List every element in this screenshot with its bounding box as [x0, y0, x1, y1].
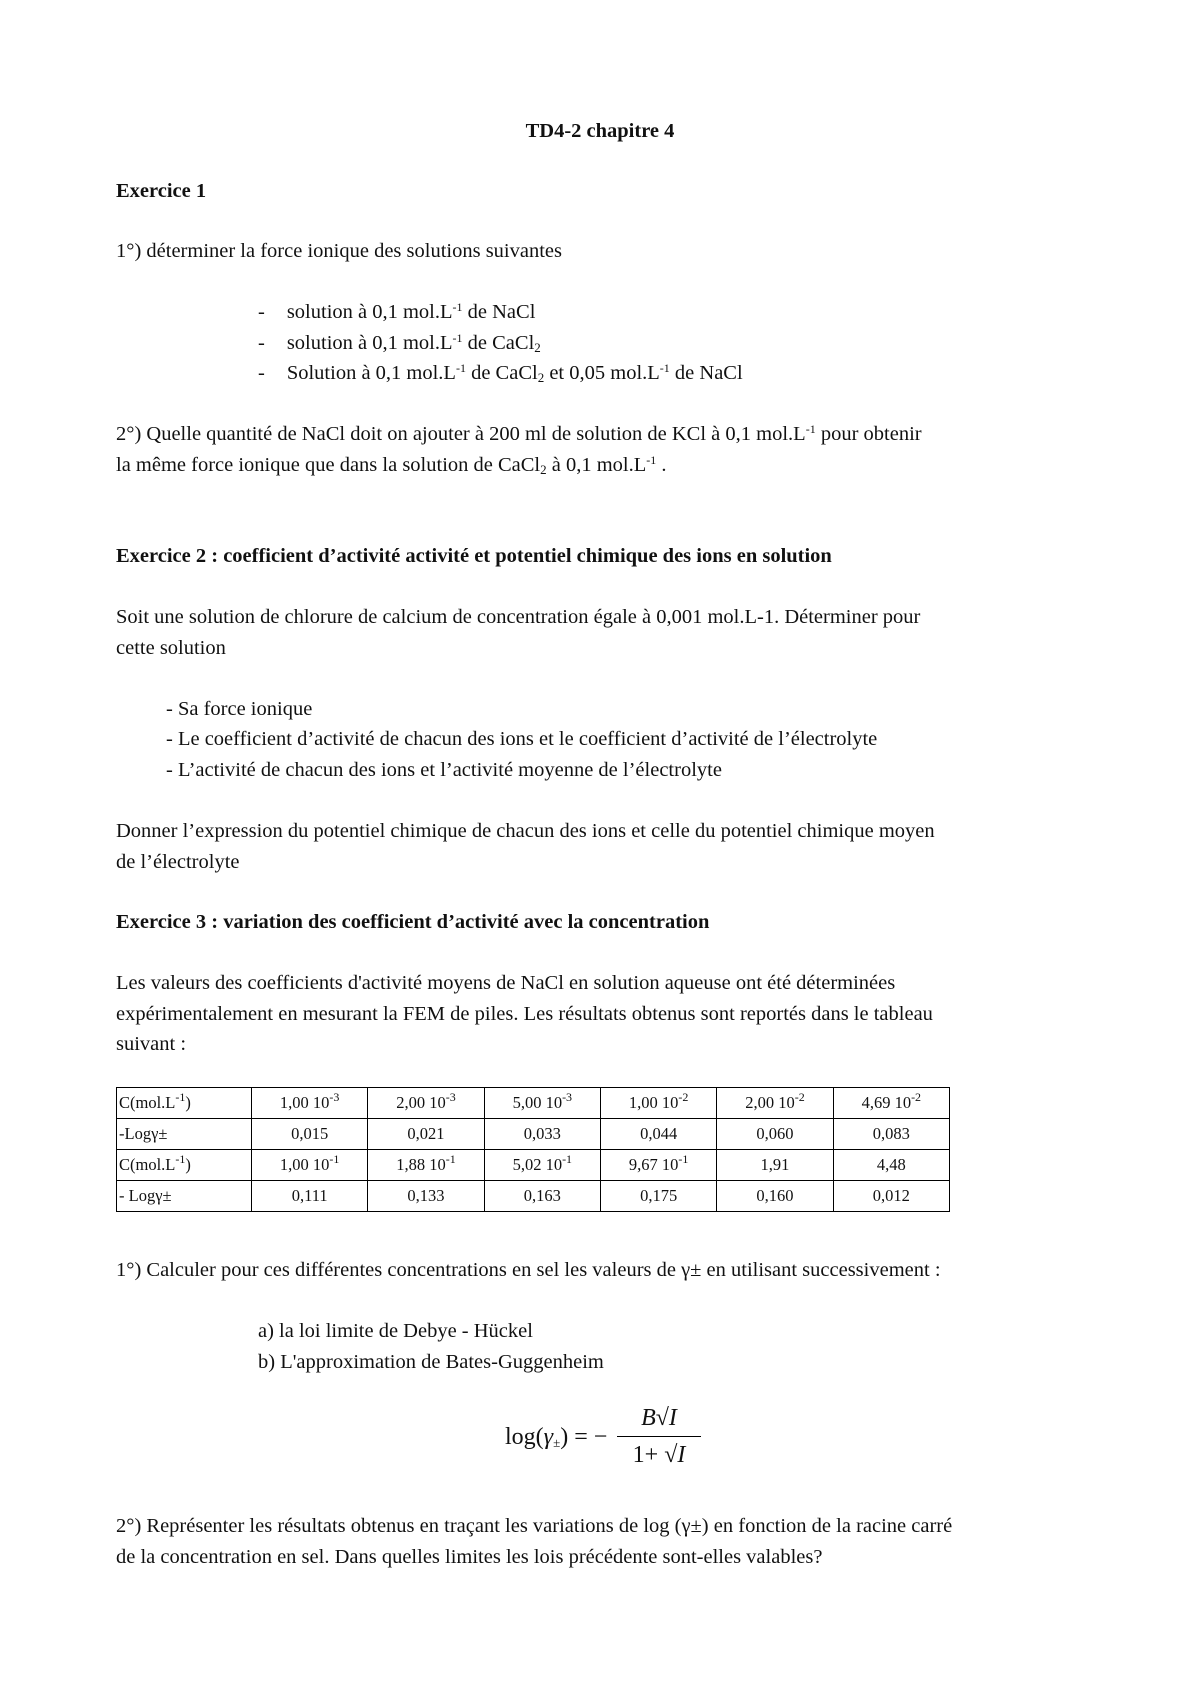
- table-row-label: - Logγ±: [117, 1181, 252, 1212]
- table-cell: 1,91: [717, 1150, 833, 1181]
- table-cell: 4,48: [833, 1150, 949, 1181]
- table-row-label: $C(mol.L^{-1})$: [117, 1088, 252, 1119]
- table-cell: 0,133: [368, 1181, 484, 1212]
- ex2-intro-line-1: Soit une solution de chlorure de calcium de concentration égale à 0,001 mol.L-1. Déterminer pour: [116, 606, 921, 628]
- table-cell: 0,083: [833, 1119, 949, 1150]
- ex2-heading: Exercice 2 : coefficient d’activité activité et potentiel chimique des ions en solution: [116, 545, 832, 567]
- table-cell: 0,111: [252, 1181, 368, 1212]
- table-cell: 0,021: [368, 1119, 484, 1150]
- table-row-label: $C(mol.L^{-1})$: [117, 1150, 252, 1181]
- table-cell: 2,00 $10^{-3}$: [368, 1088, 484, 1119]
- ex3-intro-line-1: Les valeurs des coefficients d'activité moyens de NaCl en solution aqueuse ont été déterminées: [116, 972, 896, 994]
- table-cell: 9,67 $10^{-1}$: [600, 1150, 716, 1181]
- table-cell: 0,060: [717, 1119, 833, 1150]
- ex1-item-3: - Solution à 0,1 $mol.L^{-1}$ de CaCl$_2$ et 0,05 $mol.L^{-1}$ de NaCl: [258, 361, 743, 385]
- formula-numerator: B√I: [641, 1405, 677, 1431]
- table-cell: 0,175: [600, 1181, 716, 1212]
- table-row-label: -Logγ±: [117, 1119, 252, 1150]
- table-cell: 0,015: [252, 1119, 368, 1150]
- table-cell: 0,033: [484, 1119, 600, 1150]
- ex2-item-1: - Sa force ionique: [166, 698, 313, 720]
- table-row: [117, 1181, 950, 1212]
- activity-coefficient-table: [116, 1087, 950, 1212]
- ex2-intro-line-2: cette solution: [116, 637, 226, 659]
- ex1-heading: Exercice 1: [116, 180, 207, 202]
- ex1-item-2: - solution à 0,1 $mol.L^{-1}$ de CaCl$_2$: [258, 331, 541, 355]
- ex3-heading: Exercice 3 : variation des coefficient d’activité avec la concentration: [116, 911, 710, 933]
- table-row: [117, 1088, 950, 1119]
- ex1-question-1: 1°) déterminer la force ionique des solutions suivantes: [116, 240, 562, 262]
- formula-lhs: $\log(\gamma_\pm)$ = −: [505, 1424, 608, 1450]
- ex2-item-3: - L’activité de chacun des ions et l’activité moyenne de l’électrolyte: [166, 759, 722, 781]
- ex3-intro-line-3: suivant :: [116, 1033, 187, 1055]
- table-row: [117, 1150, 950, 1181]
- table-cell: 1,00 $10^{-3}$: [252, 1088, 368, 1119]
- table-cell: 5,02 $10^{-1}$: [484, 1150, 600, 1181]
- ex3-question-2-line-2: de la concentration en sel. Dans quelles limites les lois précédente sont-elles valables?: [116, 1546, 823, 1568]
- ex3-question-1-b: b) L'approximation de Bates-Guggenheim: [258, 1351, 604, 1373]
- table-cell: 2,00 $10^{-2}$: [717, 1088, 833, 1119]
- ex3-intro-line-2: expérimentalement en mesurant la FEM de piles. Les résultats obtenus sont reportés dans le tableau: [116, 1003, 933, 1025]
- table-cell: 0,160: [717, 1181, 833, 1212]
- table-cell: 4,69 $10^{-2}$: [833, 1088, 949, 1119]
- table-cell: 1,00 $10^{-2}$: [600, 1088, 716, 1119]
- ex1-question-2-line-2: la même force ionique que dans la solution de CaCl$_2$ à 0,1 $mol.L^{-1}$ .: [116, 453, 667, 477]
- ex1-question-2-line-1: 2°) Quelle quantité de NaCl doit on ajouter à 200 ml de solution de KCl à 0,1 $mol.L^{-1}$ pour obtenir: [116, 422, 922, 445]
- formula-denominator: 1+ √I: [632, 1442, 686, 1468]
- ex3-question-2-line-1: 2°) Représenter les résultats obtenus en traçant les variations de log (γ±) en fonction de la racine carré: [116, 1515, 953, 1537]
- table-cell: 1,00 $10^{-1}$: [252, 1150, 368, 1181]
- table-cell: 0,163: [484, 1181, 600, 1212]
- ex1-item-1: - solution à 0,1 $mol.L^{-1}$ de NaCl: [258, 300, 536, 323]
- table-cell: 0,044: [600, 1119, 716, 1150]
- page-title: TD4-2 chapitre 4: [525, 120, 675, 142]
- table-cell: 0,012: [833, 1181, 949, 1212]
- ex2-outro-line-1: Donner l’expression du potentiel chimique de chacun des ions et celle du potentiel chimique moyen: [116, 820, 935, 842]
- table-row: [117, 1119, 950, 1150]
- ex2-outro-line-2: de l’électrolyte: [116, 851, 240, 873]
- ex2-item-2: - Le coefficient d’activité de chacun des ions et le coefficient d’activité de l’électrolyte: [166, 728, 878, 750]
- fraction-bar: [617, 1436, 701, 1437]
- ex3-question-1: 1°) Calculer pour ces différentes concentrations en sel les valeurs de γ± en utilisant successivement :: [116, 1259, 941, 1281]
- table-cell: 5,00 $10^{-3}$: [484, 1088, 600, 1119]
- formula-fraction: [617, 1402, 701, 1471]
- table-cell: 1,88 $10^{-1}$: [368, 1150, 484, 1181]
- ex3-question-1-a: a) la loi limite de Debye - Hückel: [258, 1320, 533, 1342]
